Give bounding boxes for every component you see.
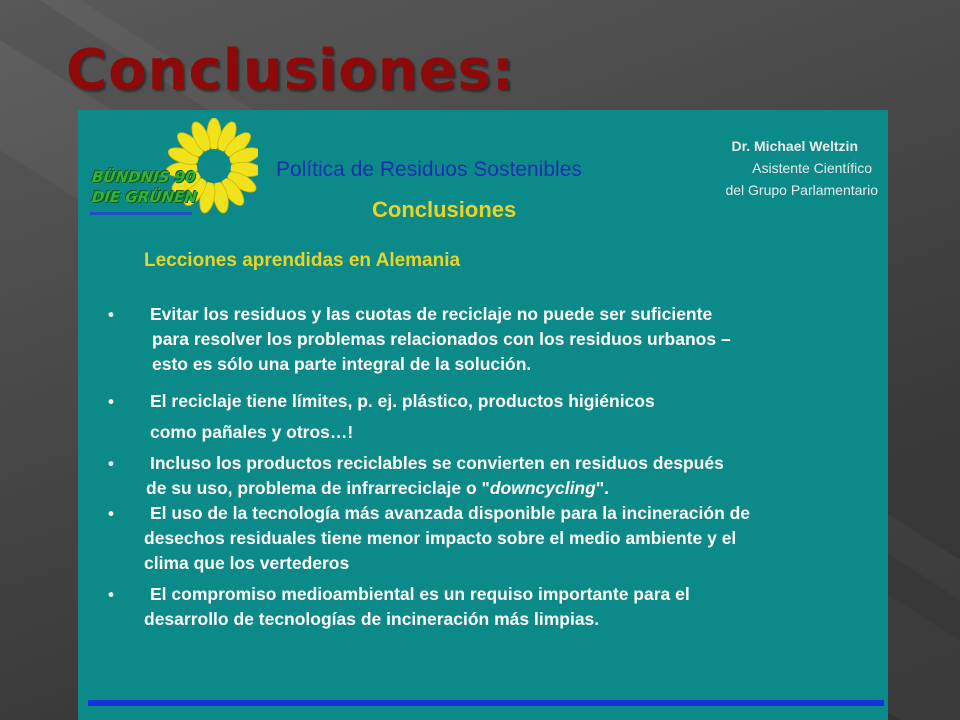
bullet-text: El reciclaje tiene límites, p. ej. plástico, productos higiénicos <box>150 391 655 411</box>
bullet-marker: • <box>108 305 114 324</box>
bottom-divider-bar <box>88 700 884 706</box>
bullet-marker: • <box>108 504 114 523</box>
bullet-text: clima que los vertederos <box>144 553 350 573</box>
bullet-text: El compromiso medioambiental es un requiso importante para el <box>150 584 690 604</box>
bullet-text-line <box>146 476 888 501</box>
conclusions-list <box>108 302 888 632</box>
slide-title: Conclusiones: <box>66 38 516 103</box>
party-logo <box>88 118 258 218</box>
content-panel <box>78 110 888 720</box>
bullet-marker: • <box>108 585 114 604</box>
logo-text-line2: DIE GRÜNEN <box>91 188 198 206</box>
bullet-text: para resolver los problemas relacionados con los residuos urbanos – <box>152 329 731 349</box>
bullet-text: como pañales y otros…! <box>150 422 354 442</box>
list-item <box>108 582 888 632</box>
bullet-text: desarrollo de tecnologías de incineración más limpias. <box>144 609 600 629</box>
bullet-marker: • <box>108 392 114 411</box>
section-heading: Lecciones aprendidas en Alemania <box>144 250 461 271</box>
author-role: Asistente Científico <box>752 160 872 176</box>
list-item <box>108 302 888 377</box>
bullet-text-pre: de su uso, problema de infrarreciclaje o " <box>146 478 490 498</box>
bullet-text-emphasis: downcycling <box>489 478 596 498</box>
author-group: del Grupo Parlamentario <box>725 182 878 198</box>
list-item <box>108 451 888 501</box>
bullet-text-post: ". <box>595 478 609 498</box>
bullet-text: Evitar los residuos y las cuotas de reciclaje no puede ser suficiente <box>150 304 713 324</box>
document-subtitle: Conclusiones <box>372 197 517 222</box>
list-item <box>108 389 888 445</box>
logo-underline <box>90 212 192 215</box>
bullet-text: desechos residuales tiene menor impacto sobre el medio ambiente y el <box>144 528 737 548</box>
logo-text-line1: BÜNDNIS 90 <box>91 168 197 186</box>
bullet-text: El uso de la tecnología más avanzada disponible para la incineración de <box>150 503 751 523</box>
bullet-marker: • <box>108 454 114 473</box>
author-block <box>658 135 878 201</box>
list-item <box>108 501 888 576</box>
bullet-text: esto es sólo una parte integral de la solución. <box>152 354 532 374</box>
bullet-text: Incluso los productos reciclables se convierten en residuos después <box>150 453 724 473</box>
author-name: Dr. Michael Weltzin <box>731 138 858 154</box>
document-title: Política de Residuos Sostenibles <box>276 158 582 181</box>
